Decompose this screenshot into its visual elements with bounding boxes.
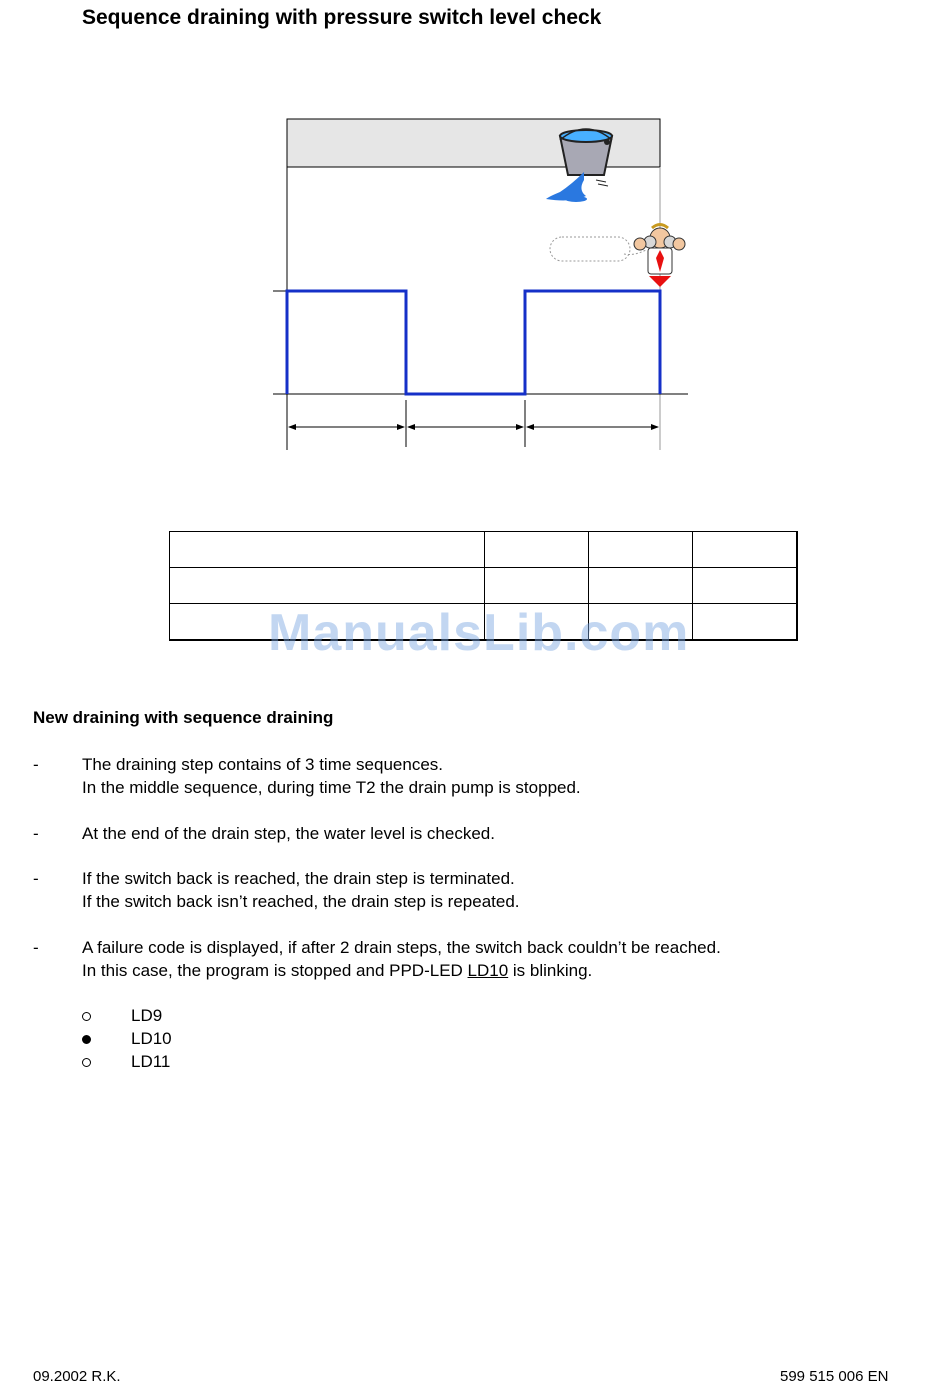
bullet-text: If the switch back is reached, the drain step is terminated. <box>82 869 515 888</box>
led-label-ld10: LD10 <box>131 1029 172 1048</box>
table-row <box>170 532 797 568</box>
table-cell <box>693 568 797 604</box>
bullet-marker: - <box>33 938 39 957</box>
led-on-icon <box>82 1035 91 1044</box>
footer-date-author: 09.2002 R.K. <box>33 1368 121 1385</box>
footer-document-number: 599 515 006 EN <box>780 1368 889 1385</box>
led-off-icon <box>82 1058 91 1067</box>
table-cell <box>170 532 485 568</box>
bullet-marker: - <box>33 869 39 888</box>
table-cell <box>693 604 797 641</box>
bullet-text: If the switch back isn’t reached, the drain step is repeated. <box>82 892 520 911</box>
page-title: Sequence draining with pressure switch level check <box>82 6 602 29</box>
observer-binoculars-icon <box>634 225 685 275</box>
bullet-text: At the end of the drain step, the water level is checked. <box>82 824 495 843</box>
table-cell <box>589 568 693 604</box>
bullet-text <box>82 961 592 981</box>
table-cell <box>485 568 589 604</box>
table-cell <box>589 532 693 568</box>
led-reference: LD10 <box>467 961 509 980</box>
table-row <box>170 568 797 604</box>
speech-bubble-icon <box>550 237 646 261</box>
bullet-text: In the middle sequence, during time T2 the drain pump is stopped. <box>82 778 581 797</box>
bullet-marker: - <box>33 755 39 774</box>
led-label-ld9: LD9 <box>131 1006 163 1025</box>
level-marker-icon <box>649 276 671 287</box>
table-cell <box>693 532 797 568</box>
bullet-text: A failure code is displayed, if after 2 drain steps, the switch back couldn’t be reached. <box>82 938 721 957</box>
table-cell <box>170 568 485 604</box>
pump-signal <box>287 291 660 394</box>
bullet-text: The draining step contains of 3 time sequences. <box>82 755 443 774</box>
bullet-marker: - <box>33 824 39 843</box>
led-off-icon <box>82 1012 91 1021</box>
watermark: ManualsLib.com <box>268 604 690 662</box>
table-cell <box>485 532 589 568</box>
section-heading: New draining with sequence draining <box>33 708 334 727</box>
bullet-text-part: In this case, the program is stopped and PPD-LED <box>82 961 468 980</box>
drain-sequence-diagram <box>0 0 950 500</box>
bullet-text-part: is blinking. <box>508 961 593 980</box>
led-label-ld11: LD11 <box>131 1052 171 1071</box>
